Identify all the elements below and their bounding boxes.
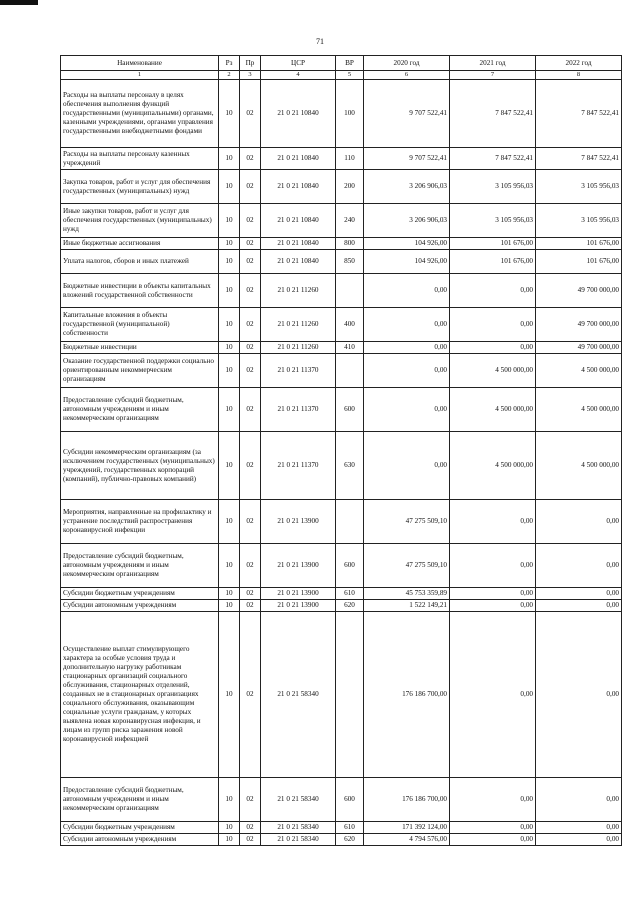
row-amount-2022: 0,00 [536,544,622,588]
row-name: Уплата налогов, сборов и иных платежей [61,250,219,274]
row-name: Субсидии бюджетным учреждениям [61,588,219,600]
table-row [61,600,622,612]
table-row [61,544,622,588]
row-rz: 10 [219,342,240,354]
col-index: 6 [364,71,450,80]
header-csr: ЦСР [261,56,336,71]
table-row [61,170,622,204]
table-row [61,274,622,308]
row-amount-2020: 0,00 [364,308,450,342]
row-amount-2020: 45 753 359,89 [364,588,450,600]
row-pr: 02 [240,342,261,354]
table-row [61,354,622,388]
row-name: Бюджетные инвестиции в объекты капитальных вложений государственной собственности [61,274,219,308]
row-rz: 10 [219,274,240,308]
row-rz: 10 [219,500,240,544]
row-vr: 600 [336,544,364,588]
row-amount-2020: 4 794 576,00 [364,834,450,846]
row-rz: 10 [219,170,240,204]
table-row [61,80,622,148]
row-amount-2020: 0,00 [364,432,450,500]
row-amount-2021: 4 500 000,00 [450,354,536,388]
row-name: Мероприятия, направленные на профилактику и устранение последствий распространения коронавирусной инфекции [61,500,219,544]
table-row [61,612,622,778]
header-2021: 2021 год [450,56,536,71]
row-amount-2022: 0,00 [536,778,622,822]
row-vr: 110 [336,148,364,170]
row-vr [336,612,364,778]
header-2020: 2020 год [364,56,450,71]
table-row [61,388,622,432]
header-pr: Пр [240,56,261,71]
row-amount-2021: 101 676,00 [450,238,536,250]
table-row [61,342,622,354]
row-csr: 21 0 21 10840 [261,80,336,148]
row-rz: 10 [219,354,240,388]
table-row [61,778,622,822]
row-amount-2022: 4 500 000,00 [536,388,622,432]
scan-corner-mark [0,0,38,5]
row-rz: 10 [219,148,240,170]
row-rz: 10 [219,544,240,588]
header-vr: ВР [336,56,364,71]
row-amount-2020: 0,00 [364,342,450,354]
row-name: Расходы на выплаты персоналу казенных учреждений [61,148,219,170]
row-csr: 21 0 21 10840 [261,148,336,170]
row-amount-2022: 49 700 000,00 [536,274,622,308]
row-amount-2022: 3 105 956,03 [536,204,622,238]
row-vr: 630 [336,432,364,500]
row-csr: 21 0 21 58340 [261,612,336,778]
row-amount-2021: 0,00 [450,600,536,612]
row-name: Закупка товаров, работ и услуг для обеспечения государственных (муниципальных) нужд [61,170,219,204]
row-vr: 600 [336,778,364,822]
row-csr: 21 0 21 58340 [261,778,336,822]
row-name: Субсидии автономным учреждениям [61,834,219,846]
row-csr: 21 0 21 11370 [261,354,336,388]
row-pr: 02 [240,238,261,250]
row-name: Капитальные вложения в объекты государственной (муниципальной) собственности [61,308,219,342]
row-amount-2021: 0,00 [450,342,536,354]
row-name: Предоставление субсидий бюджетным, автономным учреждениям и иным некоммерческим организациям [61,544,219,588]
row-name: Предоставление субсидий бюджетным, автономным учреждениям и иным некоммерческим организациям [61,388,219,432]
table-row [61,822,622,834]
row-pr: 02 [240,500,261,544]
row-csr: 21 0 21 10840 [261,250,336,274]
column-index-row [61,71,622,80]
row-vr [336,500,364,544]
row-amount-2021: 0,00 [450,274,536,308]
row-name: Осуществление выплат стимулирующего характера за особые условия труда и дополнительную нагрузку работникам стационарных организаций социального обслуживания, стационарных отделений, созданных не в стационарных организациях социального обслуживания, оказывающим социальные услуги гражданам, у которых выявлена новая коронавирусная инфекция, и лицам из групп риска заражения новой коронавирусной инфекцией [61,612,219,778]
table-row [61,238,622,250]
row-csr: 21 0 21 13900 [261,600,336,612]
col-index: 1 [61,71,219,80]
row-amount-2021: 3 105 956,03 [450,204,536,238]
row-vr: 850 [336,250,364,274]
row-vr: 410 [336,342,364,354]
row-amount-2021: 4 500 000,00 [450,432,536,500]
row-vr: 400 [336,308,364,342]
table-body [61,56,622,846]
row-amount-2020: 176 186 700,00 [364,778,450,822]
row-pr: 02 [240,822,261,834]
header-name: Наименование [61,56,219,71]
row-amount-2021: 0,00 [450,822,536,834]
row-amount-2021: 0,00 [450,778,536,822]
row-csr: 21 0 21 13900 [261,544,336,588]
row-amount-2022: 0,00 [536,500,622,544]
row-pr: 02 [240,170,261,204]
row-amount-2022: 49 700 000,00 [536,308,622,342]
row-name: Субсидии некоммерческим организациям (за исключением государственных (муниципальных) учреждений, государственных корпораций (компаний), публично-правовых компаний) [61,432,219,500]
row-csr: 21 0 21 11260 [261,308,336,342]
row-rz: 10 [219,600,240,612]
row-rz: 10 [219,588,240,600]
row-amount-2020: 0,00 [364,388,450,432]
table-row [61,148,622,170]
row-rz: 10 [219,388,240,432]
row-amount-2020: 47 275 509,10 [364,544,450,588]
row-amount-2022: 0,00 [536,822,622,834]
col-index: 8 [536,71,622,80]
row-amount-2021: 7 847 522,41 [450,148,536,170]
col-index: 2 [219,71,240,80]
row-pr: 02 [240,388,261,432]
table-row [61,250,622,274]
row-amount-2022: 7 847 522,41 [536,80,622,148]
row-rz: 10 [219,778,240,822]
row-vr: 620 [336,600,364,612]
row-csr: 21 0 21 58340 [261,822,336,834]
row-pr: 02 [240,544,261,588]
page-number: 71 [316,37,324,46]
row-amount-2021: 7 847 522,41 [450,80,536,148]
row-csr: 21 0 21 10840 [261,238,336,250]
row-csr: 21 0 21 58340 [261,834,336,846]
row-csr: 21 0 21 11260 [261,274,336,308]
row-vr: 100 [336,80,364,148]
row-csr: 21 0 21 11260 [261,342,336,354]
row-csr: 21 0 21 11370 [261,432,336,500]
row-vr [336,274,364,308]
header-rz: Рз [219,56,240,71]
row-name: Расходы на выплаты персоналу в целях обеспечения выполнения функций государственными (муниципальными) органами, казенными учреждениями, органами управления государственными внебюджетными фондами [61,80,219,148]
table-row [61,308,622,342]
row-name: Предоставление субсидий бюджетным, автономным учреждениям и иным некоммерческим организациям [61,778,219,822]
row-rz: 10 [219,238,240,250]
row-rz: 10 [219,308,240,342]
row-vr [336,354,364,388]
row-pr: 02 [240,204,261,238]
row-amount-2020: 1 522 149,21 [364,600,450,612]
row-name: Бюджетные инвестиции [61,342,219,354]
row-name: Субсидии автономным учреждениям [61,600,219,612]
row-rz: 10 [219,80,240,148]
row-amount-2022: 0,00 [536,588,622,600]
row-pr: 02 [240,612,261,778]
row-pr: 02 [240,600,261,612]
row-amount-2020: 3 206 906,03 [364,204,450,238]
col-index: 3 [240,71,261,80]
row-pr: 02 [240,148,261,170]
row-amount-2022: 0,00 [536,612,622,778]
row-amount-2021: 0,00 [450,588,536,600]
row-amount-2022: 101 676,00 [536,250,622,274]
header-row [61,56,622,71]
row-vr: 620 [336,834,364,846]
row-name: Иные бюджетные ассигнования [61,238,219,250]
row-amount-2022: 0,00 [536,834,622,846]
row-amount-2020: 9 707 522,41 [364,148,450,170]
row-amount-2020: 3 206 906,03 [364,170,450,204]
row-amount-2022: 49 700 000,00 [536,342,622,354]
row-csr: 21 0 21 10840 [261,204,336,238]
row-amount-2020: 0,00 [364,274,450,308]
row-amount-2021: 0,00 [450,500,536,544]
row-csr: 21 0 21 13900 [261,500,336,544]
row-amount-2021: 0,00 [450,544,536,588]
col-index: 5 [336,71,364,80]
table-row [61,204,622,238]
row-csr: 21 0 21 13900 [261,588,336,600]
row-amount-2020: 9 707 522,41 [364,80,450,148]
table-row [61,588,622,600]
col-index: 7 [450,71,536,80]
row-amount-2021: 0,00 [450,834,536,846]
row-amount-2020: 104 926,00 [364,238,450,250]
row-amount-2021: 0,00 [450,612,536,778]
row-amount-2022: 4 500 000,00 [536,432,622,500]
row-name: Иные закупки товаров, работ и услуг для обеспечения государственных (муниципальных) нужд [61,204,219,238]
row-csr: 21 0 21 11370 [261,388,336,432]
header-2022: 2022 год [536,56,622,71]
row-amount-2020: 47 275 509,10 [364,500,450,544]
table-row [61,500,622,544]
row-pr: 02 [240,834,261,846]
row-amount-2022: 0,00 [536,600,622,612]
budget-table [60,55,622,846]
row-amount-2020: 104 926,00 [364,250,450,274]
row-amount-2022: 101 676,00 [536,238,622,250]
row-name: Оказание государственной поддержки социально ориентированным некоммерческим организациям [61,354,219,388]
row-amount-2021: 101 676,00 [450,250,536,274]
row-pr: 02 [240,432,261,500]
row-rz: 10 [219,612,240,778]
row-rz: 10 [219,822,240,834]
row-name: Субсидии бюджетным учреждениям [61,822,219,834]
row-pr: 02 [240,778,261,822]
row-amount-2022: 3 105 956,03 [536,170,622,204]
row-vr: 240 [336,204,364,238]
row-amount-2022: 4 500 000,00 [536,354,622,388]
row-vr: 610 [336,822,364,834]
row-pr: 02 [240,308,261,342]
table-row [61,834,622,846]
row-amount-2021: 3 105 956,03 [450,170,536,204]
row-amount-2020: 171 392 124,00 [364,822,450,834]
row-rz: 10 [219,432,240,500]
row-amount-2021: 4 500 000,00 [450,388,536,432]
row-vr: 610 [336,588,364,600]
table-row [61,432,622,500]
col-index: 4 [261,71,336,80]
row-rz: 10 [219,204,240,238]
row-amount-2021: 0,00 [450,308,536,342]
row-vr: 200 [336,170,364,204]
row-pr: 02 [240,250,261,274]
row-pr: 02 [240,80,261,148]
row-rz: 10 [219,250,240,274]
row-pr: 02 [240,588,261,600]
row-csr: 21 0 21 10840 [261,170,336,204]
row-amount-2020: 0,00 [364,354,450,388]
row-vr: 600 [336,388,364,432]
row-vr: 800 [336,238,364,250]
row-pr: 02 [240,354,261,388]
row-amount-2022: 7 847 522,41 [536,148,622,170]
row-pr: 02 [240,274,261,308]
row-amount-2020: 176 186 700,00 [364,612,450,778]
row-rz: 10 [219,834,240,846]
